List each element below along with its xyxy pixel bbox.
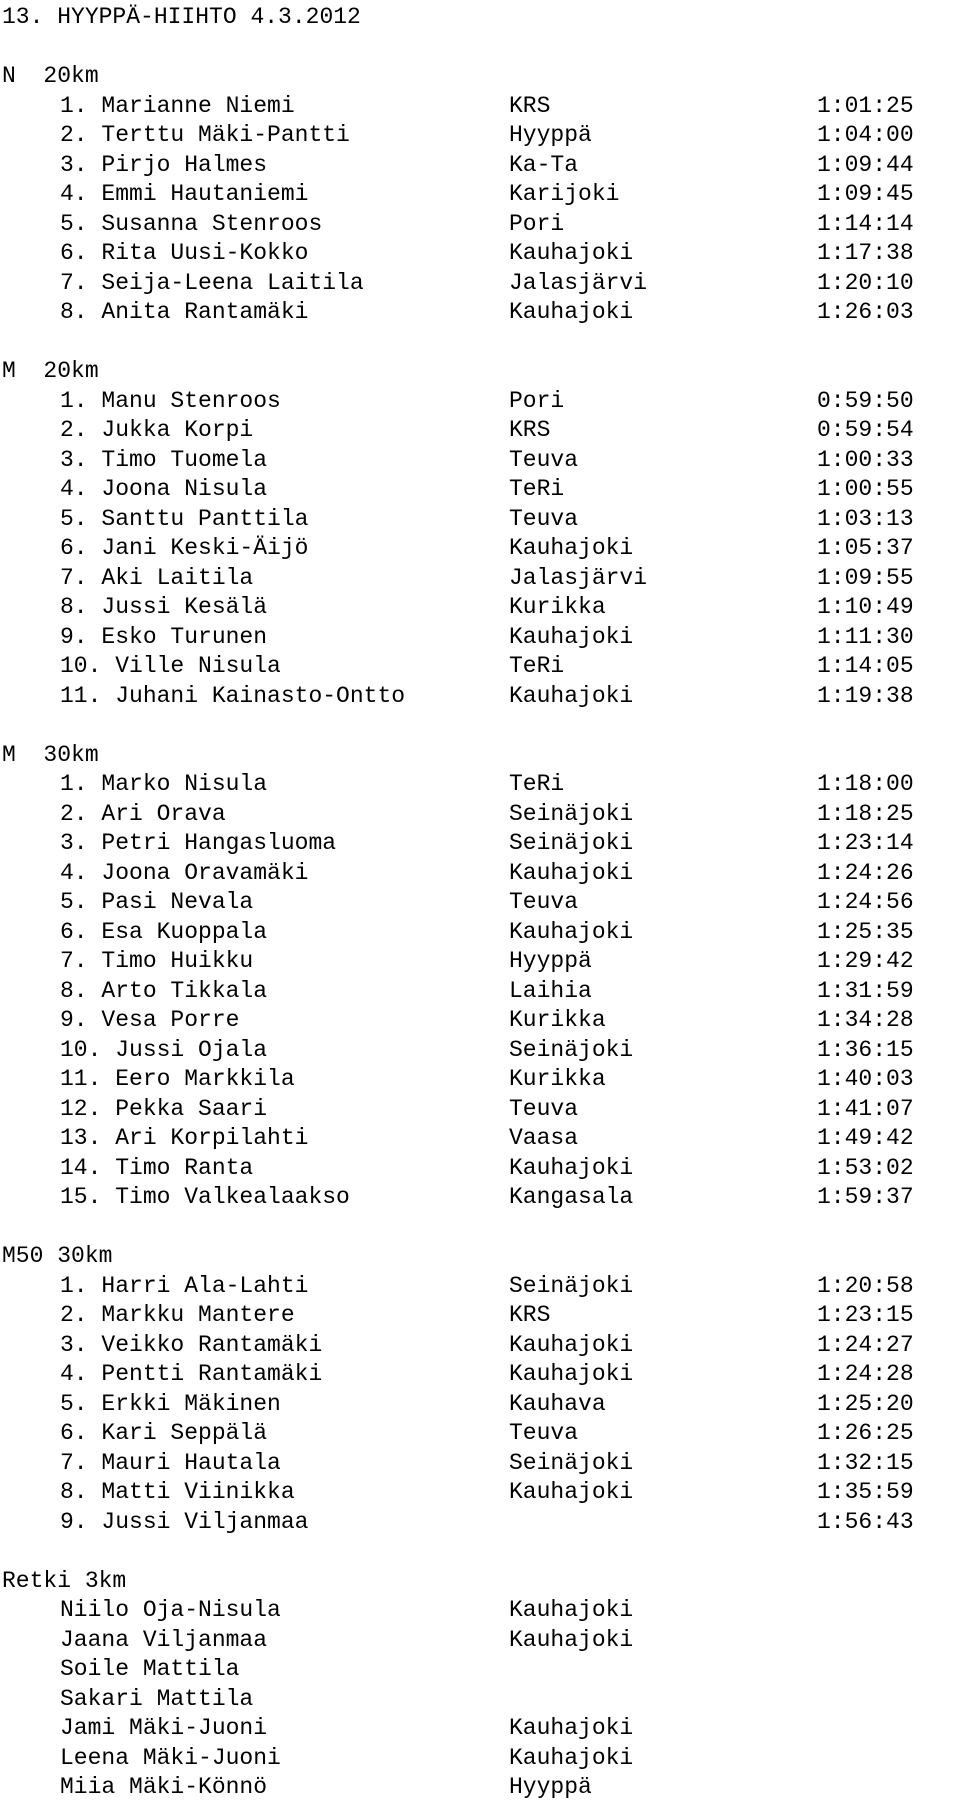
club-name: Kauhajoki [509, 1479, 634, 1505]
competitor-name: 10. Ville Nisula [60, 653, 281, 679]
result-time: 1:49:42 [817, 1125, 914, 1151]
result-time: 0:59:54 [817, 417, 914, 443]
club-name: Laihia [509, 977, 592, 1004]
competitor-name: 8. Arto Tikkala [60, 977, 268, 1004]
competitor-name: 12. Pekka Saari [60, 1095, 268, 1122]
result-time: 1:09:44 [817, 151, 914, 178]
club-name: Vaasa [509, 1125, 579, 1151]
competitor-name: 13. Ari Korpilahti [60, 1125, 309, 1151]
club-name: Kauhajoki [509, 1361, 634, 1387]
competitor-name: 4. Emmi Hautaniemi [60, 181, 309, 207]
result-row [2, 800, 958, 830]
participant-name: Jami Mäki-Juoni [60, 1715, 268, 1741]
result-time: 1:01:25 [817, 92, 914, 119]
result-time: 1:19:38 [817, 682, 914, 709]
competitor-name: 11. Juhani Kainasto-Ontto [60, 682, 406, 709]
results-section [2, 1242, 958, 1537]
result-time: 1:14:14 [817, 210, 914, 237]
club-name: Kurikka [509, 1007, 606, 1033]
participant-name: Miia Mäki-Könnö [60, 1774, 268, 1800]
club-name: Seinäjoki [509, 800, 634, 827]
section-header: M50 30km [2, 1243, 113, 1269]
spacer [2, 33, 958, 63]
competitor-name: 11. Eero Markkila [60, 1066, 295, 1092]
result-time: 1:40:03 [817, 1066, 914, 1092]
club-name: KRS [509, 417, 551, 443]
participant-name: Sakari Mattila [60, 1685, 254, 1712]
club-name: KRS [509, 92, 551, 119]
competitor-name: 4. Pentti Rantamäki [60, 1361, 323, 1387]
club-name: Teuva [509, 505, 579, 532]
competitor-name: 2. Jukka Korpi [60, 417, 254, 443]
participant-row [2, 1773, 958, 1803]
competitor-name: 3. Petri Hangasluoma [60, 830, 337, 856]
competitor-name: 5. Pasi Nevala [60, 889, 254, 915]
result-row [2, 918, 958, 948]
result-row [2, 1331, 958, 1361]
results-document [2, 3, 958, 1803]
result-row [2, 1360, 958, 1390]
spacer [2, 328, 958, 358]
club-name: Kauhajoki [509, 1331, 634, 1358]
result-row [2, 92, 958, 122]
competitor-name: 3. Pirjo Halmes [60, 151, 268, 178]
club-name: Kangasala [509, 1184, 634, 1210]
result-time: 1:34:28 [817, 1007, 914, 1033]
participant-name: Soile Mattila [60, 1656, 240, 1682]
result-row [2, 1419, 958, 1449]
club-name: Seinäjoki [509, 1272, 634, 1299]
result-row [2, 387, 958, 417]
competitor-name: 2. Markku Mantere [60, 1302, 295, 1328]
club-name: Pori [509, 387, 565, 414]
result-row [2, 121, 958, 151]
result-row [2, 475, 958, 505]
club-name: Teuva [509, 1420, 579, 1446]
club-name: Kauhajoki [509, 1154, 634, 1181]
competitor-name: 15. Timo Valkealaakso [60, 1184, 350, 1210]
result-time: 1:09:55 [817, 564, 914, 591]
result-row [2, 977, 958, 1007]
result-time: 1:41:07 [817, 1095, 914, 1122]
result-row [2, 652, 958, 682]
result-time: 1:53:02 [817, 1154, 914, 1181]
competitor-name: 6. Jani Keski-Äijö [60, 535, 309, 561]
participant-row [2, 1685, 958, 1715]
club-name: Kauhajoki [509, 859, 634, 886]
competitor-name: 8. Jussi Kesälä [60, 594, 268, 620]
result-row [2, 623, 958, 653]
result-row [2, 947, 958, 977]
competitor-name: 2. Ari Orava [60, 800, 226, 827]
result-row [2, 1095, 958, 1125]
club-name: Hyyppä [509, 122, 592, 148]
participant-row [2, 1596, 958, 1626]
club-name: Pori [509, 210, 565, 237]
competitor-name: 7. Timo Huikku [60, 948, 254, 974]
section-header: N 20km [2, 63, 99, 89]
result-time: 0:59:50 [817, 387, 914, 414]
competitor-name: 10. Jussi Ojala [60, 1036, 268, 1063]
club-name: Kauhajoki [509, 535, 634, 561]
result-row [2, 1390, 958, 1420]
result-time: 1:24:27 [817, 1331, 914, 1358]
result-row [2, 1154, 958, 1184]
club-name: Kauhajoki [509, 299, 634, 325]
competitor-name: 9. Esko Turunen [60, 623, 268, 650]
club-name: KRS [509, 1302, 551, 1328]
participant-row [2, 1714, 958, 1744]
result-time: 1:23:15 [817, 1302, 914, 1328]
result-time: 1:09:45 [817, 181, 914, 207]
competitor-name: 2. Terttu Mäki-Pantti [60, 122, 350, 148]
club-name: Kauhajoki [509, 918, 634, 945]
result-time: 1:10:49 [817, 594, 914, 620]
result-time: 1:00:55 [817, 476, 914, 502]
club-name: Kauhajoki [509, 1744, 634, 1771]
result-time: 1:59:37 [817, 1184, 914, 1210]
competitor-name: 5. Erkki Mäkinen [60, 1390, 281, 1417]
result-time: 1:35:59 [817, 1479, 914, 1505]
result-row [2, 1272, 958, 1302]
result-time: 1:25:35 [817, 918, 914, 945]
result-row [2, 534, 958, 564]
club-name: Kauhajoki [509, 1597, 634, 1623]
competitor-name: 7. Mauri Hautala [60, 1449, 281, 1476]
result-row [2, 564, 958, 594]
competitor-name: 6. Kari Seppälä [60, 1420, 268, 1446]
page-title: 13. HYYPPÄ-HIIHTO 4.3.2012 [2, 4, 361, 30]
competitor-name: 1. Marko Nisula [60, 771, 268, 797]
club-name: Jalasjärvi [509, 564, 648, 591]
club-name: Teuva [509, 889, 579, 915]
results-section [2, 62, 958, 328]
spacer [2, 711, 958, 741]
club-name: Kauhajoki [509, 682, 634, 709]
club-name: Kauhava [509, 1390, 606, 1417]
club-name: TeRi [509, 476, 565, 502]
result-time: 1:18:00 [817, 771, 914, 797]
club-name: Teuva [509, 446, 579, 473]
club-name: Kurikka [509, 1066, 606, 1092]
club-name: Kauhajoki [509, 623, 634, 650]
result-row [2, 1183, 958, 1213]
result-row [2, 888, 958, 918]
result-time: 1:05:37 [817, 535, 914, 561]
spacer [2, 1213, 958, 1243]
result-row [2, 1478, 958, 1508]
result-time: 1:36:15 [817, 1036, 914, 1063]
participant-name: Jaana Viljanmaa [60, 1626, 268, 1653]
competitor-name: 6. Rita Uusi-Kokko [60, 240, 309, 266]
section-header: M 20km [2, 358, 99, 384]
club-name: Kurikka [509, 594, 606, 620]
result-row [2, 151, 958, 181]
result-time: 1:18:25 [817, 800, 914, 827]
result-row [2, 1036, 958, 1066]
club-name: Kauhajoki [509, 240, 634, 266]
club-name: Kauhajoki [509, 1715, 634, 1741]
club-name: Kauhajoki [509, 1626, 634, 1653]
competitor-name: 7. Seija-Leena Laitila [60, 269, 364, 296]
result-time: 1:25:20 [817, 1390, 914, 1417]
competitor-name: 14. Timo Ranta [60, 1154, 254, 1181]
club-name: TeRi [509, 771, 565, 797]
result-row [2, 593, 958, 623]
result-row [2, 682, 958, 712]
result-row [2, 298, 958, 328]
result-time: 1:00:33 [817, 446, 914, 473]
result-time: 1:24:56 [817, 889, 914, 915]
competitor-name: 9. Jussi Viljanmaa [60, 1508, 309, 1535]
participant-row [2, 1626, 958, 1656]
club-name: Teuva [509, 1095, 579, 1122]
result-time: 1:31:59 [817, 977, 914, 1004]
result-row [2, 1508, 958, 1538]
result-time: 1:32:15 [817, 1449, 914, 1476]
competitor-name: 1. Harri Ala-Lahti [60, 1272, 309, 1299]
result-time: 1:24:26 [817, 859, 914, 886]
result-time: 1:20:10 [817, 269, 914, 296]
result-time: 1:29:42 [817, 948, 914, 974]
spacer [2, 1537, 958, 1567]
competitor-name: 7. Aki Laitila [60, 564, 254, 591]
result-time: 1:23:14 [817, 830, 914, 856]
club-name: TeRi [509, 653, 565, 679]
participant-row [2, 1744, 958, 1774]
result-row [2, 829, 958, 859]
result-row [2, 210, 958, 240]
club-name: Seinäjoki [509, 830, 634, 856]
competitor-name: 8. Anita Rantamäki [60, 299, 309, 325]
competitor-name: 5. Susanna Stenroos [60, 210, 323, 237]
result-row [2, 416, 958, 446]
section-header: Retki 3km [2, 1567, 127, 1594]
result-row [2, 1449, 958, 1479]
competitor-name: 9. Vesa Porre [60, 1007, 240, 1033]
result-time: 1:26:25 [817, 1420, 914, 1446]
participant-name: Leena Mäki-Juoni [60, 1744, 281, 1771]
competitor-name: 5. Santtu Panttila [60, 505, 309, 532]
competitor-name: 3. Timo Tuomela [60, 446, 268, 473]
competitor-name: 1. Marianne Niemi [60, 92, 295, 119]
club-name: Seinäjoki [509, 1036, 634, 1063]
competitor-name: 6. Esa Kuoppala [60, 918, 268, 945]
club-name: Seinäjoki [509, 1449, 634, 1476]
result-row [2, 1065, 958, 1095]
result-time: 1:11:30 [817, 623, 914, 650]
club-name: Ka-Ta [509, 151, 579, 178]
club-name: Jalasjärvi [509, 269, 648, 296]
result-time: 1:17:38 [817, 240, 914, 266]
retki-section [2, 1567, 958, 1803]
result-row [2, 859, 958, 889]
result-row [2, 1124, 958, 1154]
result-row [2, 505, 958, 535]
results-section [2, 741, 958, 1213]
competitor-name: 4. Joona Oravamäki [60, 859, 309, 886]
result-time: 1:04:00 [817, 122, 914, 148]
club-name: Karijoki [509, 181, 620, 207]
result-row [2, 1301, 958, 1331]
competitor-name: 1. Manu Stenroos [60, 387, 281, 414]
result-row [2, 269, 958, 299]
club-name: Hyyppä [509, 1774, 592, 1800]
competitor-name: 4. Joona Nisula [60, 476, 268, 502]
result-time: 1:56:43 [817, 1508, 914, 1535]
results-section [2, 357, 958, 711]
result-row [2, 180, 958, 210]
result-time: 1:03:13 [817, 505, 914, 532]
competitor-name: 8. Matti Viinikka [60, 1479, 295, 1505]
result-time: 1:14:05 [817, 653, 914, 679]
result-row [2, 446, 958, 476]
club-name: Hyyppä [509, 948, 592, 974]
result-time: 1:26:03 [817, 299, 914, 325]
participant-name: Niilo Oja-Nisula [60, 1597, 281, 1623]
participant-row [2, 1655, 958, 1685]
competitor-name: 3. Veikko Rantamäki [60, 1331, 323, 1358]
result-row [2, 1006, 958, 1036]
result-time: 1:20:58 [817, 1272, 914, 1299]
result-time: 1:24:28 [817, 1361, 914, 1387]
section-header: M 30km [2, 741, 99, 768]
result-row [2, 770, 958, 800]
result-row [2, 239, 958, 269]
